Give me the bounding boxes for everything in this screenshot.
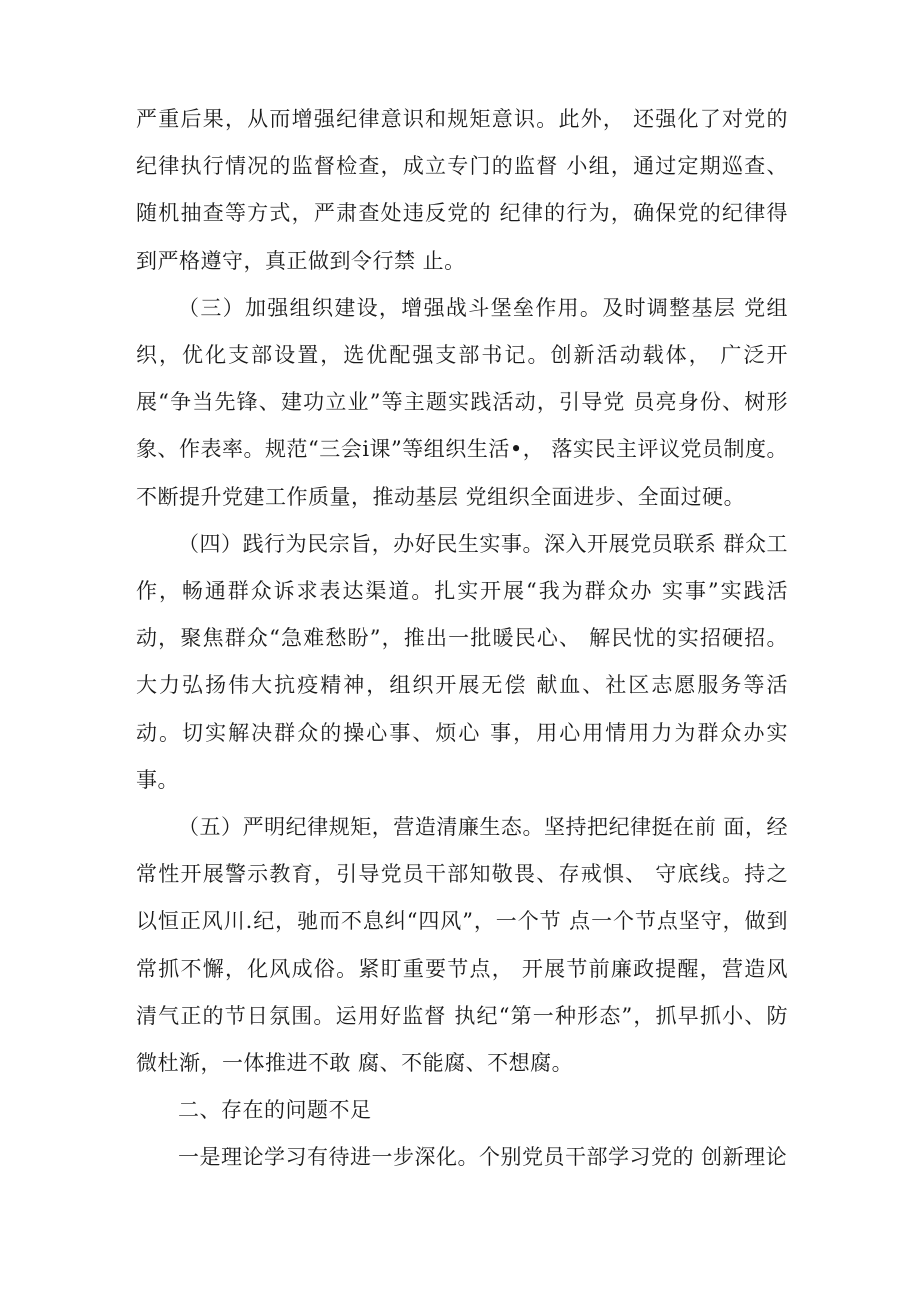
- paragraph-section-5: （五）严明纪律规矩，营造清廉生态。坚持把纪律挺在前 面，经常性开展警示教育，引导党员干部知敬畏、存戒惧、 守底线。持之以恒正风川.纪，驰而不息纠“四风”，一个节 点一个节点坚守，做到常抓不懈，化风成俗。紧盯重要节点， 开展节前廉政提醒，营造风清气正的节日氛围。运用好监督 执纪“第一种形态”，抓早抓小、防微杜渐，一体推进不敢 腐、不能腐、不想腐。: [136, 815, 788, 1076]
- paragraph-section-3: （三）加强组织建设，增强战斗堡垒作用。及时调整基层 党组织，优化支部设置，选优配强支部书记。创新活动载体， 广泛开展“争当先锋、建功立业”等主题实践活动，引导党 员亮身份、树形象、作表率。规范“三会i课”等组织生活•， 落实民主评议党员制度。不断提升党建工作质量，推动基层 党组织全面进步、全面过硬。: [136, 295, 788, 509]
- section-heading-problems: 二、存在的问题不足: [178, 1098, 372, 1123]
- paragraph-problem-1: 一是理论学习有待进一步深化。个别党员干部学习党的 创新理论: [178, 1145, 788, 1170]
- paragraph-continued: 严重后果，从而增强纪律意识和规矩意识。此外， 还强化了对党的纪律执行情况的监督检查，成立专门的监督 小组，通过定期巡查、随机抽查等方式，严肃查处违反党的 纪律的行为，确保党的纪律得到严格遵守，真正做到令行禁 止。: [136, 107, 788, 273]
- paragraph-section-4: （四）践行为民宗旨，办好民生实事。深入开展党员联系 群众工作，畅通群众诉求表达渠道。扎实开展“我为群众办 实事”实践活动，聚焦群众“急难愁盼”，推出一批暖民心、 解民忧的实招硬招。大力弘扬伟大抗疫精神，组织开展无偿 献血、社区志愿服务等活动。切实解决群众的操心事、烦心 事，用心用情用力为群众办实事。: [136, 531, 788, 792]
- document-page: [136, 96, 788, 1182]
